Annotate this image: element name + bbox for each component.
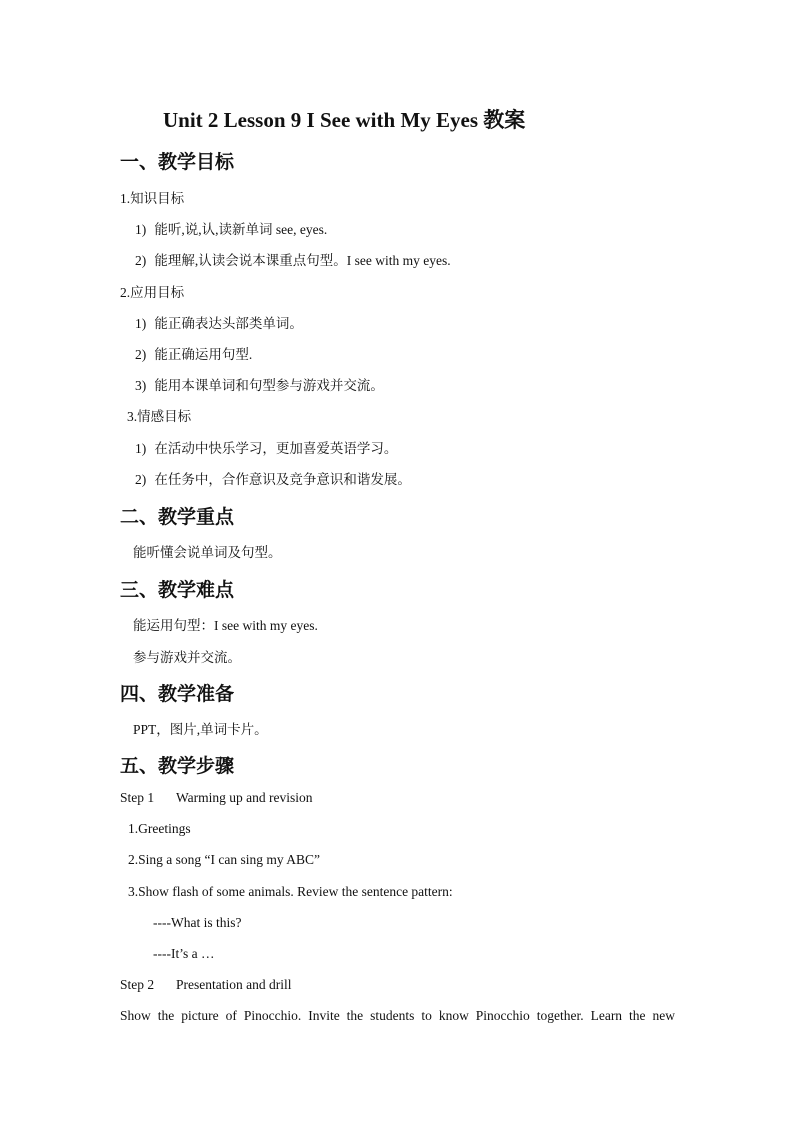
list-item xyxy=(135,249,451,269)
list-item-number: 1) xyxy=(135,441,147,456)
document-title: Unit 2 Lesson 9 I See with My Eyes 教案 xyxy=(163,108,526,132)
subheading-knowledge-goals: 1.知识目标 xyxy=(120,191,185,206)
list-item xyxy=(135,468,411,488)
list-item xyxy=(135,437,397,457)
step-line xyxy=(120,790,313,806)
step-label: Step 2 xyxy=(120,977,155,992)
list-item-text: 能正确表达头部类单词。 xyxy=(154,316,303,331)
list-item: 3.Show flash of some animals. Review the sentence pattern: xyxy=(128,884,453,899)
list-item xyxy=(135,218,327,238)
list-item-number: 1) xyxy=(135,316,147,331)
list-item-text: 能听,说,认,读新单词 see, eyes. xyxy=(154,222,328,237)
section-heading-preparation: 四、教学准备 xyxy=(120,683,235,705)
step-title: Warming up and revision xyxy=(176,790,313,805)
list-item-text: 能理解,认读会说本课重点句型。I see with my eyes. xyxy=(154,253,451,268)
dialog-line: ----What is this? xyxy=(153,915,242,930)
body-line: 参与游戏并交流。 xyxy=(133,650,241,665)
body-line: 能听懂会说单词及句型。 xyxy=(133,545,282,560)
list-item xyxy=(135,374,384,394)
subheading-emotional-goals: 3.情感目标 xyxy=(127,409,192,424)
body-line: PPT，图片,单词卡片。 xyxy=(133,722,268,737)
body-paragraph: Show the picture of Pinocchio. Invite the students to know Pinocchio together. Learn the new xyxy=(120,1008,675,1023)
list-item: 2.Sing a song “I can sing my ABC” xyxy=(128,852,320,867)
list-item-number: 2) xyxy=(135,253,147,268)
list-item-number: 1) xyxy=(135,222,147,237)
list-item-number: 2) xyxy=(135,347,147,362)
body-line: 能运用句型：I see with my eyes. xyxy=(133,618,318,633)
list-item xyxy=(135,312,303,332)
list-item-text: 在任务中，合作意识及竞争意识和谐发展。 xyxy=(154,472,411,487)
dialog-line: ----It’s a … xyxy=(153,946,215,961)
section-heading-steps: 五、教学步骤 xyxy=(120,755,235,777)
step-line xyxy=(120,977,291,993)
list-item xyxy=(135,343,252,363)
list-item-text: 能用本课单词和句型参与游戏并交流。 xyxy=(154,378,384,393)
list-item-text: 在活动中快乐学习，更加喜爱英语学习。 xyxy=(154,441,398,456)
list-item: 1.Greetings xyxy=(128,821,191,836)
section-heading-objectives: 一、教学目标 xyxy=(120,151,235,173)
step-title: Presentation and drill xyxy=(176,977,292,992)
step-label: Step 1 xyxy=(120,790,155,805)
section-heading-difficulties: 三、教学难点 xyxy=(120,579,235,601)
list-item-text: 能正确运用句型. xyxy=(154,347,253,362)
list-item-number: 2) xyxy=(135,472,147,487)
section-heading-key-points: 二、教学重点 xyxy=(120,506,235,528)
list-item-number: 3) xyxy=(135,378,147,393)
subheading-application-goals: 2.应用目标 xyxy=(120,285,185,300)
